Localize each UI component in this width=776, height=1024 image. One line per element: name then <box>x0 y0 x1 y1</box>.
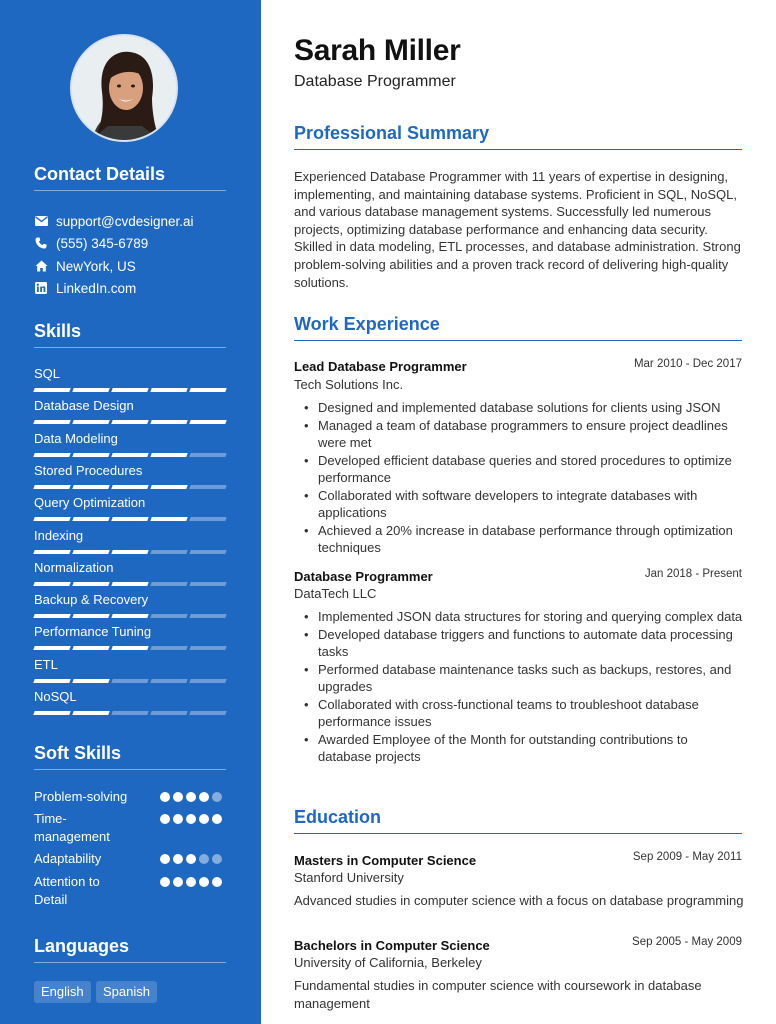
skill-label: ETL <box>34 656 58 672</box>
skill-level-bar <box>34 485 226 489</box>
job-bullets <box>318 608 744 766</box>
school-name: Stanford University <box>294 870 404 885</box>
skill-level-segment <box>33 420 70 424</box>
skill-label: Performance Tuning <box>34 624 152 640</box>
candidate-name: Sarah Miller <box>294 34 461 67</box>
skill-level-bar <box>34 420 226 424</box>
rating-dot <box>186 814 196 824</box>
skill-level-segment <box>150 614 187 618</box>
skill-level-segment <box>189 646 226 650</box>
summary-divider <box>294 149 742 150</box>
skill-level-segment <box>33 517 70 521</box>
job-bullet: • Achieved a 20% increase in database performance through optimization techniques <box>318 522 744 557</box>
skill-level-segment <box>111 646 148 650</box>
skill-level-segment <box>189 453 226 457</box>
rating-dot <box>173 814 183 824</box>
degree-date: Sep 2005 - May 2009 <box>632 936 742 948</box>
language-chip: Spanish <box>96 981 157 1003</box>
skill-level-segment <box>111 550 148 554</box>
home-icon <box>34 259 48 273</box>
skill-level-bar <box>34 614 226 618</box>
skill-level-segment <box>33 485 70 489</box>
skill-level-segment <box>111 517 148 521</box>
job-bullet: • Performed database maintenance tasks such as backups, restores, and upgrades <box>318 661 744 696</box>
skill-level-segment <box>189 485 226 489</box>
skill-level-segment <box>33 646 70 650</box>
experience-heading: Work Experience <box>294 314 440 334</box>
degree-description: Fundamental studies in computer science with coursework in database management <box>294 978 702 1011</box>
education-heading: Education <box>294 807 382 827</box>
skill-label: Indexing <box>34 527 84 543</box>
job-date: Mar 2010 - Dec 2017 <box>633 358 742 370</box>
skill-level-segment <box>72 711 109 715</box>
rating-dot <box>160 877 170 887</box>
rating-dot <box>186 854 196 864</box>
skill-level-bar <box>34 388 226 392</box>
skill-level-segment <box>72 582 109 586</box>
skill-level-segment <box>72 453 109 457</box>
summary-text: Experienced Database Programmer with 11 years of expertise in designing, implementing, and maintaining database systems. Proficient in SQL, NoSQL, and various database management systems. Successfully led numerous projects, optimizing database performance and enhancing data security. Skilled in data modeling, ETL processes, and database administration. Strong problem-solving abilities and a proven track record of delivering high-quality solutions. <box>294 169 741 290</box>
skill-level-segment <box>33 453 70 457</box>
avatar <box>70 34 178 142</box>
rating-dot <box>199 814 209 824</box>
skill-level-segment <box>72 614 109 618</box>
skill-level-segment <box>150 679 187 683</box>
candidate-title: Database Programmer <box>294 73 456 90</box>
languages-heading: Languages <box>34 936 130 956</box>
skill-level-segment <box>189 614 226 618</box>
job-bullet: • Designed and implemented database solutions for clients using JSON <box>318 399 744 417</box>
skill-level-segment <box>189 711 226 715</box>
linkedin-icon <box>34 281 48 295</box>
skill-level-segment <box>111 453 148 457</box>
skill-level-segment <box>150 517 187 521</box>
contact-phone[interactable] <box>34 234 148 252</box>
rating-dot <box>212 854 222 864</box>
skill-label: Query Optimization <box>34 495 146 511</box>
degree-date: Sep 2009 - May 2011 <box>632 851 742 863</box>
skill-level-segment <box>150 582 187 586</box>
job-bullet: • Developed efficient database queries and stored procedures to optimize performance <box>318 452 744 487</box>
skill-level-segment <box>33 711 70 715</box>
soft-skills-divider <box>34 769 226 770</box>
skill-level-segment <box>150 646 187 650</box>
skill-label: Data Modeling <box>34 430 118 446</box>
skill-level-segment <box>111 420 148 424</box>
skill-level-bar <box>34 646 226 650</box>
rating-dot <box>212 814 222 824</box>
skill-level-segment <box>150 388 187 392</box>
skill-level-bar <box>34 679 226 683</box>
skill-level-segment <box>150 453 187 457</box>
skill-level-segment <box>33 550 70 554</box>
soft-skill-label: Adaptability <box>34 851 102 866</box>
job-bullet: • Managed a team of database programmers to ensure project deadlines were met <box>318 417 744 452</box>
rating-dot <box>199 877 209 887</box>
contact-linkedin[interactable] <box>34 279 136 297</box>
skill-level-segment <box>33 388 70 392</box>
skill-level-segment <box>189 420 226 424</box>
skill-level-segment <box>189 679 226 683</box>
soft-skill-rating <box>160 792 222 802</box>
skill-level-segment <box>111 679 148 683</box>
skill-level-segment <box>72 388 109 392</box>
rating-dot <box>212 877 222 887</box>
skill-label: SQL <box>34 366 61 381</box>
skill-label: NoSQL <box>34 689 77 704</box>
phone-icon <box>34 236 48 250</box>
rating-dot <box>173 877 183 887</box>
skill-label: Database Design <box>34 398 134 414</box>
rating-dot <box>186 877 196 887</box>
skill-level-bar <box>34 582 226 586</box>
contact-location-text: NewYork, US <box>56 258 136 274</box>
skill-level-segment <box>72 550 109 554</box>
rating-dot <box>160 854 170 864</box>
languages-divider <box>34 962 226 963</box>
school-name: University of California, Berkeley <box>294 955 482 970</box>
rating-dot <box>199 792 209 802</box>
skill-level-bar <box>34 453 226 457</box>
skill-level-segment <box>189 388 226 392</box>
contact-linkedin-text: LinkedIn.com <box>56 280 137 296</box>
job-date: Jan 2018 - Present <box>644 568 742 580</box>
skill-level-segment <box>111 614 148 618</box>
job-bullets <box>318 399 744 557</box>
job-bullet: • Awarded Employee of the Month for outstanding contributions to database projects <box>318 731 744 766</box>
sidebar <box>0 0 261 1024</box>
degree-description: Advanced studies in computer science with a focus on database programming <box>294 893 744 908</box>
skill-level-segment <box>33 679 70 683</box>
rating-dot <box>160 814 170 824</box>
skills-heading: Skills <box>34 321 82 341</box>
job-title: Database Programmer <box>294 569 433 584</box>
job-title: Lead Database Programmer <box>294 359 467 374</box>
skill-level-segment <box>111 388 148 392</box>
skill-level-segment <box>33 614 70 618</box>
job-company: Tech Solutions Inc. <box>294 377 404 392</box>
skill-level-segment <box>72 517 109 521</box>
degree-title: Masters in Computer Science <box>294 853 477 868</box>
experience-divider <box>294 340 742 341</box>
job-bullet: • Implemented JSON data structures for storing and querying complex data <box>318 608 744 626</box>
skill-level-segment <box>150 420 187 424</box>
skill-label: Backup & Recovery <box>34 592 149 608</box>
job-bullet: • Developed database triggers and functions to automate data processing tasks <box>318 626 744 661</box>
soft-skill-label: Attention to Detail <box>34 874 100 907</box>
rating-dot <box>160 792 170 802</box>
skill-level-segment <box>111 711 148 715</box>
skill-level-segment <box>72 420 109 424</box>
skill-level-segment <box>150 550 187 554</box>
skill-level-segment <box>150 485 187 489</box>
skill-label: Stored Procedures <box>34 462 143 478</box>
soft-skill-rating <box>160 877 222 887</box>
soft-skill-rating <box>160 814 222 824</box>
skill-level-segment <box>111 485 148 489</box>
skill-level-bar <box>34 711 226 715</box>
soft-skill-rating <box>160 854 222 864</box>
skill-level-bar <box>34 517 226 521</box>
language-chip: English <box>34 981 91 1003</box>
job-bullet: • Collaborated with cross-functional teams to troubleshoot database performance issues <box>318 696 744 731</box>
soft-skills-heading: Soft Skills <box>34 743 122 763</box>
contact-divider <box>34 190 226 191</box>
skill-level-segment <box>72 485 109 489</box>
skill-level-segment <box>111 582 148 586</box>
soft-skill-label: Problem-solving <box>34 789 128 804</box>
job-company: DataTech LLC <box>294 586 377 601</box>
rating-dot <box>173 792 183 802</box>
rating-dot <box>186 792 196 802</box>
contact-location <box>34 257 136 275</box>
skill-level-segment <box>72 679 109 683</box>
skills-divider <box>34 347 226 348</box>
contact-email[interactable] <box>34 212 194 230</box>
rating-dot <box>173 854 183 864</box>
summary-heading: Professional Summary <box>294 123 490 143</box>
envelope-icon <box>34 214 48 228</box>
degree-title: Bachelors in Computer Science <box>294 938 490 953</box>
skill-level-bar <box>34 550 226 554</box>
skill-label: Normalization <box>34 559 114 575</box>
skill-level-segment <box>189 582 226 586</box>
contact-email-text: support@cvdesigner.ai <box>56 213 194 229</box>
skill-level-segment <box>72 646 109 650</box>
education-divider <box>294 833 742 834</box>
contact-heading: Contact Details <box>34 164 166 184</box>
skill-level-segment <box>189 517 226 521</box>
job-bullet: • Collaborated with software developers to integrate databases with applications <box>318 487 744 522</box>
rating-dot <box>199 854 209 864</box>
rating-dot <box>212 792 222 802</box>
skill-level-segment <box>33 582 70 586</box>
soft-skill-label: Time-management <box>34 811 110 844</box>
skill-level-segment <box>189 550 226 554</box>
contact-phone-text: (555) 345-6789 <box>56 235 149 251</box>
skill-level-segment <box>150 711 187 715</box>
